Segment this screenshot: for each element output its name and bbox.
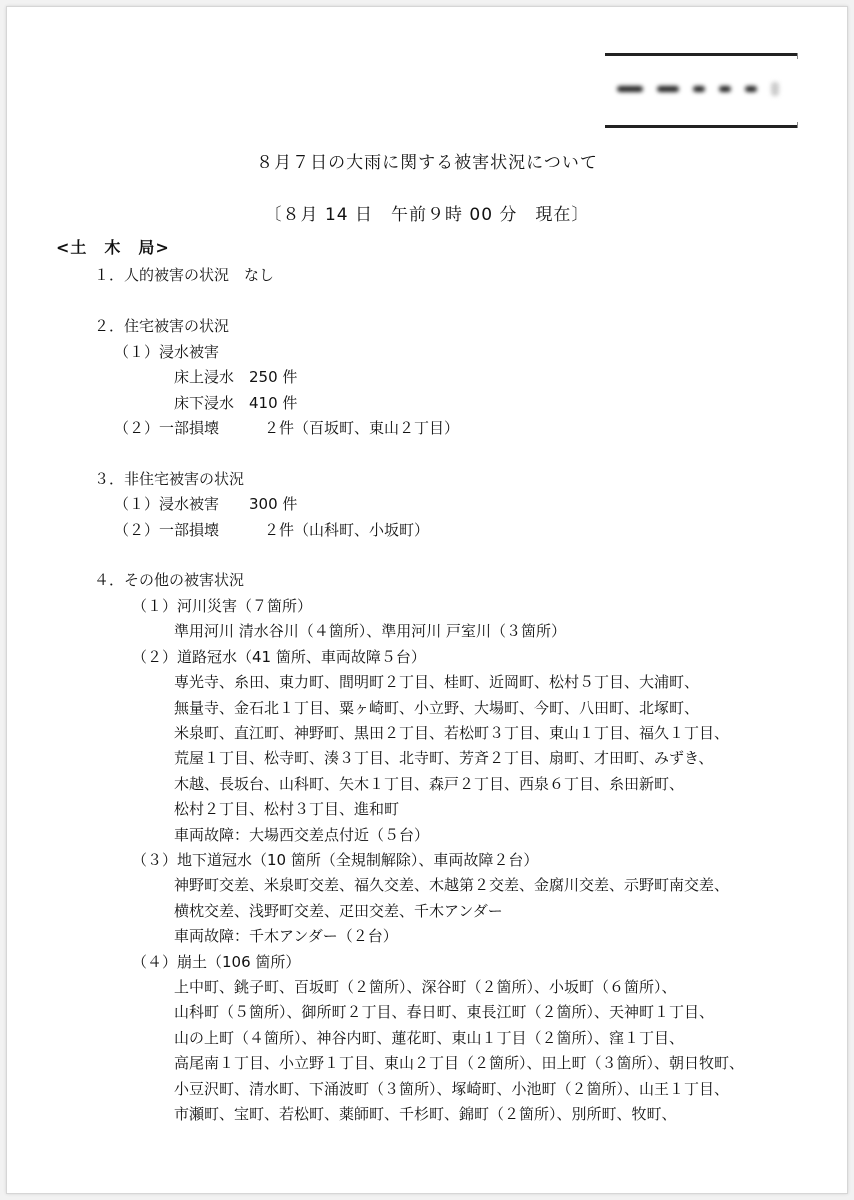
item4-sub1-line: 準用河川 清水谷川（４箇所）、準用河川 戸室川（３箇所） <box>174 622 567 640</box>
stamp-bottom-rule <box>605 125 797 128</box>
redacted-stamp <box>597 45 807 135</box>
item4-sub4-line: 山科町（５箇所）、御所町２丁目、春日町、東長江町（２箇所）、天神町１丁目、 <box>174 1003 715 1021</box>
item4-sub2-line: 米泉町、直江町、神野町、黒田２丁目、若松町３丁目、東山１丁目、福久１丁目、 <box>174 724 730 742</box>
item4-sub4-line: 小豆沢町、清水町、下涌波町（３箇所）、塚崎町、小池町（２箇所）、山王１丁目、 <box>174 1080 730 1098</box>
item2-heading: ２．住宅被害の状況 <box>94 317 230 335</box>
item4-sub3-line: 神野町交差、米泉町交差、福久交差、木越第２交差、金腐川交差、示野町南交差、 <box>174 876 730 894</box>
item2-sub1: （１）浸水被害 <box>114 343 220 361</box>
item4-sub2-line: 専光寺、糸田、東力町、間明町２丁目、桂町、近岡町、松村５丁目、大浦町、 <box>174 673 700 691</box>
stamp-top-rule <box>605 53 797 56</box>
stamp-corner-mark <box>797 122 798 128</box>
blurred-stamp-text <box>617 79 787 99</box>
document-title: ８月７日の大雨に関する被害状況について <box>256 153 598 173</box>
stamp-corner-mark <box>797 53 798 59</box>
item3-sub1: （１）浸水被害 300 件 <box>114 495 298 513</box>
item4-sub4-line: 高尾南１丁目、小立野１丁目、東山２丁目（２箇所）、田上町（３箇所）、朝日牧町、 <box>174 1054 745 1072</box>
item4-sub3-line: 横枕交差、浅野町交差、疋田交差、千木アンダー <box>174 902 503 920</box>
item4-sub2-line: 無量寺、金石北１丁目、粟ヶ崎町、小立野、大場町、今町、八田町、北塚町、 <box>174 699 700 717</box>
item4-sub3-line: 車両故障：千木アンダー（２台） <box>174 927 398 945</box>
item2-sub1-a: 床上浸水 250 件 <box>174 368 298 386</box>
item4-sub2-line: 車両故障：大場西交差点付近（５台） <box>174 826 430 844</box>
as-of-date: 〔８月 14 日 午前９時 00 分 現在〕 <box>264 205 590 225</box>
item4-sub2-line: 荒屋１丁目、松寺町、湊３丁目、北寺町、芳斉２丁目、扇町、才田町、みずき、 <box>174 749 714 767</box>
item4-sub3: （３）地下道冠水（10 箇所（全規制解除）、車両故障２台） <box>132 851 539 869</box>
item4-sub1: （１）河川災害（７箇所） <box>132 597 313 615</box>
item1-heading: １．人的被害の状況 なし <box>94 266 275 284</box>
item4-sub2: （２）道路冠水（41 箇所、車両故障５台） <box>132 648 426 666</box>
item3-heading: ３．非住宅被害の状況 <box>94 470 245 488</box>
item4-sub4-line: 市瀬町、宝町、若松町、薬師町、千杉町、錦町（２箇所）、別所町、牧町、 <box>174 1105 677 1123</box>
department-heading: <土 木 局> <box>56 238 170 257</box>
item2-sub2: （２）一部損壊 ２件（百坂町、東山２丁目） <box>114 419 460 437</box>
item3-sub2: （２）一部損壊 ２件（山科町、小坂町） <box>114 521 430 539</box>
item2-sub1-b: 床下浸水 410 件 <box>174 394 298 412</box>
item4-sub4-line: 山の上町（４箇所）、神谷内町、蓮花町、東山１丁目（２箇所）、窪１丁目、 <box>174 1029 685 1047</box>
item4-sub4: （４）崩土（106 箇所） <box>132 953 301 971</box>
item4-sub2-line: 木越、長坂台、山科町、矢木１丁目、森戸２丁目、西泉６丁目、糸田新町、 <box>174 775 685 793</box>
item4-heading: ４．その他の被害状況 <box>94 571 245 589</box>
item4-sub4-line: 上中町、銚子町、百坂町（２箇所）、深谷町（２箇所）、小坂町（６箇所）、 <box>174 978 677 996</box>
item4-sub2-line: 松村２丁目、松村３丁目、進和町 <box>174 800 400 818</box>
